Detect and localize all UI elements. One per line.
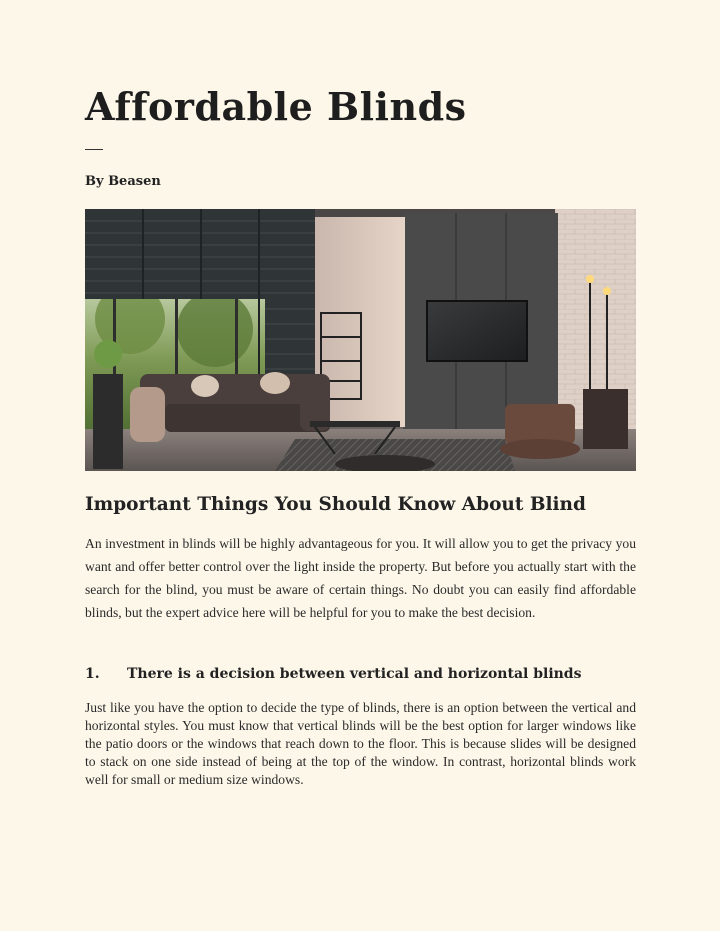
byline: By Beasen bbox=[85, 174, 161, 189]
intro-paragraph: An investment in blinds will be highly advantageous for you. It will allow you to get the privacy you want and offer better control over the light inside the property. But before you actually start with the search for the blind, you must be aware of certain things. No doubt you can easily find affordable blinds, but the expert advice here will be helpful for you to make the best decision. bbox=[85, 536, 636, 620]
point-heading-text: There is a decision between vertical and horizontal blinds bbox=[127, 666, 582, 682]
point-heading bbox=[85, 666, 636, 683]
point-body: Just like you have the option to decide the type of blinds, there is an option between the vertical and horizontal styles. You must know that vertical blinds will be the best option for larger windows like the patio doors or the windows that reach down to the floor. This is because slides will be designed to stack on one side instead of being at the top of the window. In contrast, horizontal blinds work well for small or medium size windows. bbox=[85, 700, 636, 787]
living-room-illustration bbox=[85, 209, 636, 471]
point-number: 1. bbox=[85, 666, 100, 682]
section-heading: Important Things You Should Know About Blind bbox=[85, 494, 586, 515]
document-title: Affordable Blinds bbox=[85, 84, 467, 129]
hero-image bbox=[85, 209, 636, 471]
title-divider bbox=[85, 149, 103, 150]
